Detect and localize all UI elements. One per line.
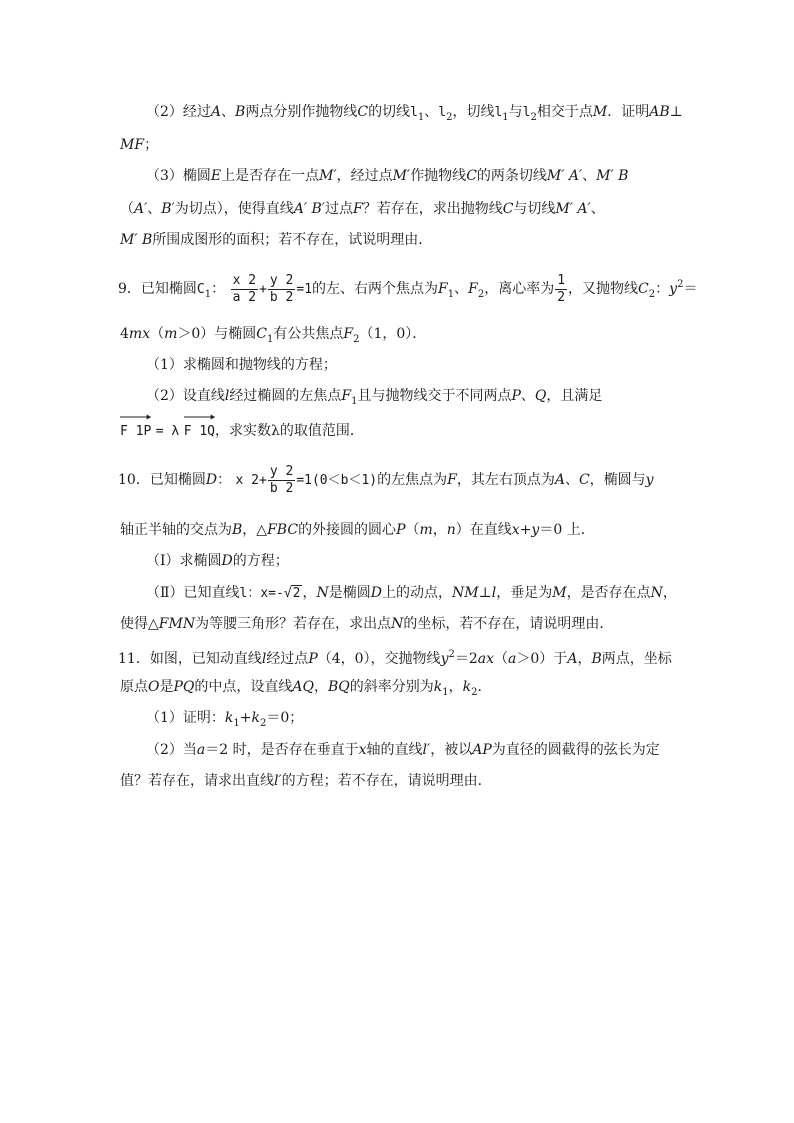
- text: ，: [662, 585, 677, 601]
- text: 是椭圆: [328, 585, 371, 601]
- text: ＝0；: [266, 710, 304, 726]
- text: ＝0 上．: [539, 522, 595, 538]
- sub: 2: [648, 289, 656, 300]
- text: 、: [221, 104, 236, 120]
- text: ，被以: [430, 742, 473, 758]
- var: y: [440, 651, 449, 667]
- sub: 1: [204, 289, 212, 300]
- var: P: [396, 522, 406, 538]
- var: AB: [649, 104, 670, 120]
- sub: 2: [530, 112, 537, 123]
- sub: 1: [267, 334, 274, 345]
- var: C: [638, 281, 649, 297]
- text: 是: [159, 679, 174, 695]
- p8-q2-line1: [146, 102, 683, 128]
- sub: 1: [351, 396, 358, 407]
- var: F: [468, 281, 478, 297]
- text: ．证明: [607, 104, 650, 120]
- sub: 1: [417, 112, 425, 123]
- text: 的斜率分别为: [349, 679, 434, 695]
- vector-arrow-icon: [184, 414, 215, 420]
- fraction-half: $\frac{1}{2}$: [557, 272, 566, 305]
- text: x 2: [235, 473, 259, 488]
- text: 经过点: [266, 651, 309, 667]
- p8-q3-line2: [120, 199, 605, 219]
- var: a: [196, 742, 206, 758]
- var: m: [419, 522, 433, 538]
- p10-line1: [118, 460, 654, 501]
- text: = λ: [155, 424, 180, 439]
- var: AQ: [292, 679, 314, 695]
- text: 的左、右两个焦点为: [312, 281, 439, 297]
- p11-q1: [146, 708, 303, 734]
- var: x: [358, 742, 367, 758]
- text: =1(0＜b＜1): [296, 473, 378, 488]
- text: ，: [577, 651, 592, 667]
- text: （2）经过: [146, 104, 211, 120]
- p11-line1: [118, 645, 672, 669]
- sup: 2: [677, 279, 684, 290]
- var: k: [224, 710, 234, 726]
- var: M′ A′: [555, 201, 591, 217]
- var: l: [438, 105, 447, 120]
- text: 、: [590, 201, 605, 217]
- text: ＞0）于: [516, 651, 568, 667]
- p9-q2-line2: [120, 414, 364, 444]
- p11-q2-line2: [120, 771, 492, 791]
- text: 轴正半轴的交点为: [120, 522, 232, 538]
- text: 的坐标，若不存在，请说明理由．: [403, 616, 614, 632]
- sqrt-radicand: 2: [292, 586, 301, 601]
- fraction-x2-a2: $\frac{x 2}{a 2}$: [232, 272, 257, 305]
- var: l: [491, 585, 497, 601]
- text: （4，0），交抛物线: [317, 651, 441, 667]
- text: 、: [147, 201, 162, 217]
- var: M: [592, 104, 608, 120]
- var: A′: [134, 201, 148, 217]
- var: A: [210, 104, 222, 120]
- text: =1: [296, 282, 313, 297]
- text: 的左焦点为: [377, 472, 448, 488]
- text: 为等腰三角形？若存在，求出点: [195, 616, 392, 632]
- var: D: [205, 472, 218, 488]
- var: Q: [534, 388, 547, 404]
- var: C: [357, 104, 369, 120]
- text: 相交于点: [536, 104, 593, 120]
- var: C: [196, 282, 205, 297]
- text: 两点，坐标: [601, 651, 672, 667]
- text: （1）求椭圆和抛物线的方程；: [146, 357, 337, 373]
- var: F: [447, 472, 457, 488]
- text: 、: [520, 388, 535, 404]
- text: ，求实数λ的取值范围．: [215, 423, 364, 439]
- text: 为直径的圆截得的弦长为定: [491, 742, 660, 758]
- p10-q2-line2: [120, 614, 613, 634]
- var: O: [148, 679, 160, 695]
- var: A: [554, 472, 565, 488]
- var: n: [446, 522, 456, 538]
- var: l: [410, 105, 418, 120]
- text: 的切线: [368, 104, 411, 120]
- text: （: [494, 651, 509, 667]
- sub: 2: [471, 687, 478, 698]
- var: y: [645, 472, 654, 488]
- var: k: [433, 679, 443, 695]
- text: ，且满足: [546, 388, 603, 404]
- text: ．: [477, 679, 492, 695]
- var: l: [522, 105, 531, 120]
- text: ？若存在，求出抛物线: [362, 201, 503, 217]
- problem-number: 9．: [118, 281, 141, 297]
- var: FBC: [267, 522, 299, 538]
- text: ，: [448, 679, 463, 695]
- text: ，椭圆与: [589, 472, 646, 488]
- text: ＝2 时，是否存在垂直于: [205, 742, 359, 758]
- var: MF: [120, 137, 145, 153]
- var: y: [669, 281, 678, 297]
- text: 有公共焦点: [273, 326, 344, 342]
- text: （1，0）．: [359, 326, 427, 342]
- text: ：: [655, 281, 670, 297]
- var: M′: [319, 168, 337, 184]
- var: M′ B: [596, 168, 629, 184]
- var: l: [494, 105, 503, 120]
- text: ⊥: [478, 585, 492, 601]
- vector-arrow-icon: [120, 414, 151, 420]
- sub: 2: [446, 112, 453, 123]
- text: +: [259, 282, 267, 297]
- p10-q1: [146, 551, 289, 571]
- fraction-y2-b2: $\frac{y 2}{b 2}$: [269, 463, 294, 496]
- text: ，切线: [452, 104, 495, 120]
- p9-line1: [118, 266, 697, 314]
- sup: 2: [448, 649, 455, 660]
- text: （: [150, 326, 165, 342]
- var: ax: [477, 651, 495, 667]
- text: 过点: [324, 201, 353, 217]
- var: l: [261, 651, 267, 667]
- text: ，: [302, 585, 317, 601]
- var: k: [462, 679, 472, 695]
- text: l：x=-: [239, 586, 284, 601]
- text: 作抛物线: [410, 168, 467, 184]
- var: M: [552, 585, 567, 601]
- text: ：: [211, 281, 226, 297]
- text: 、: [582, 168, 597, 184]
- text: ）在直线: [455, 522, 512, 538]
- text: 与切线: [513, 201, 556, 217]
- p8-q3-line3: [120, 230, 432, 250]
- var: N: [391, 616, 404, 632]
- var: A′ B′: [293, 201, 325, 217]
- text: ＞0）与椭圆: [177, 326, 257, 342]
- var: N: [650, 585, 663, 601]
- var: PQ: [173, 679, 195, 695]
- var: a: [508, 651, 517, 667]
- var: N: [316, 585, 329, 601]
- sub: 1: [233, 718, 240, 729]
- text: 、: [564, 472, 579, 488]
- var: AP: [472, 742, 492, 758]
- text: ，垂足为: [496, 585, 553, 601]
- var: l: [224, 388, 230, 404]
- text: （Ⅱ）已知直线: [146, 585, 240, 601]
- problem-number: 11．: [118, 651, 150, 667]
- var: F: [438, 281, 448, 297]
- sub: 1: [447, 289, 455, 300]
- text: 使得△: [120, 616, 159, 632]
- fraction-y2-b2: $\frac{y 2}{b 2}$: [269, 272, 294, 305]
- text: 所围成图形的面积；若不存在，试说明理由．: [152, 232, 433, 248]
- text: 的方程；: [232, 553, 289, 569]
- var: C: [256, 326, 268, 342]
- var: m: [164, 326, 178, 342]
- text: 且与抛物线交于不同两点: [357, 388, 512, 404]
- p10-q2-line1: [146, 583, 677, 604]
- var: B: [232, 522, 243, 538]
- text: （1）证明：: [146, 710, 225, 726]
- var: C: [502, 201, 514, 217]
- var: P: [511, 388, 521, 404]
- text: 为切点），使得直线: [174, 201, 294, 217]
- var: M′ A′: [546, 168, 583, 184]
- p9-q1: [146, 355, 337, 375]
- text: +: [239, 710, 252, 726]
- p9-line2: [120, 324, 426, 350]
- vector-F1P: F 1P: [120, 414, 151, 444]
- text: ，△: [242, 522, 268, 538]
- p10-line2: [120, 520, 595, 540]
- text: 、: [454, 281, 469, 297]
- text: 的中点，设直线: [194, 679, 293, 695]
- var: F: [352, 201, 363, 217]
- text: （2）当: [146, 742, 197, 758]
- text: 的两条切线: [476, 168, 547, 184]
- var: D: [370, 585, 382, 601]
- var: x+y: [511, 522, 540, 538]
- text: 上是否存在一点: [221, 168, 320, 184]
- sub: 1: [442, 687, 449, 698]
- var: E: [210, 168, 222, 184]
- var: F: [343, 326, 354, 342]
- text: ，是否存在点: [566, 585, 651, 601]
- sub: 2: [353, 334, 360, 345]
- text: ，经过点: [336, 168, 393, 184]
- var: B: [235, 104, 246, 120]
- text: 与: [508, 104, 523, 120]
- sub: 2: [477, 289, 485, 300]
- text: （: [120, 201, 134, 217]
- p8-q3-line1: [146, 166, 628, 186]
- text: ，其左右顶点为: [456, 472, 555, 488]
- text: +: [259, 473, 267, 488]
- text: ，: [313, 679, 328, 695]
- var: C: [578, 472, 590, 488]
- var: A: [567, 651, 578, 667]
- var: BQ: [327, 679, 350, 695]
- text: ，: [432, 522, 447, 538]
- var: B′: [161, 201, 175, 217]
- text: 值？若存在，请求出直线: [120, 773, 274, 789]
- var: F: [341, 388, 352, 404]
- text: ；: [144, 137, 159, 153]
- text: 轴的直线: [366, 742, 423, 758]
- text: 已知椭圆: [140, 281, 197, 297]
- var: k: [251, 710, 260, 726]
- sub: 1: [502, 112, 509, 123]
- var: P: [308, 651, 318, 667]
- text: （2）设直线: [146, 388, 225, 404]
- var: C: [466, 168, 477, 184]
- var: M′: [392, 168, 411, 184]
- text: ，离心率为: [484, 281, 555, 297]
- text: （Ⅰ）求椭圆: [146, 553, 222, 569]
- text: 已知椭圆: [149, 472, 206, 488]
- text: ＝: [683, 281, 698, 297]
- text: 、: [424, 104, 439, 120]
- sqrt-sign-icon: √: [283, 586, 292, 601]
- p9-q2-line1: [146, 386, 602, 412]
- vector-F1Q: F 1Q: [184, 414, 215, 444]
- var: l′: [422, 742, 431, 758]
- var: FMN: [158, 616, 196, 632]
- var: l′: [274, 773, 282, 789]
- problem-number: 10．: [118, 472, 150, 488]
- text: 4: [120, 326, 129, 342]
- text: ：: [217, 472, 232, 488]
- text: 原点: [120, 679, 148, 695]
- var: M′ B: [120, 232, 153, 248]
- sub: 2: [260, 718, 267, 729]
- text: 如图，已知动直线: [149, 651, 262, 667]
- text: 的方程；若不存在，请说明理由．: [281, 773, 492, 789]
- text: ⊥: [669, 104, 683, 120]
- text: ＝2: [454, 651, 478, 667]
- text: 的外接圆的圆心: [298, 522, 397, 538]
- p8-q2-line2: [120, 135, 158, 155]
- text: （3）椭圆: [146, 168, 211, 184]
- text: ，又抛物线: [568, 281, 639, 297]
- var: D: [221, 553, 233, 569]
- text: 两点分别作抛物线: [245, 104, 358, 120]
- p11-line2: [120, 677, 491, 703]
- text: 上的动点，: [381, 585, 452, 601]
- var: B: [591, 651, 602, 667]
- text: 经过椭圆的左焦点: [229, 388, 342, 404]
- text: （: [405, 522, 420, 538]
- p11-q2-line1: [146, 740, 660, 760]
- var: NM: [451, 585, 479, 601]
- var: mx: [128, 326, 151, 342]
